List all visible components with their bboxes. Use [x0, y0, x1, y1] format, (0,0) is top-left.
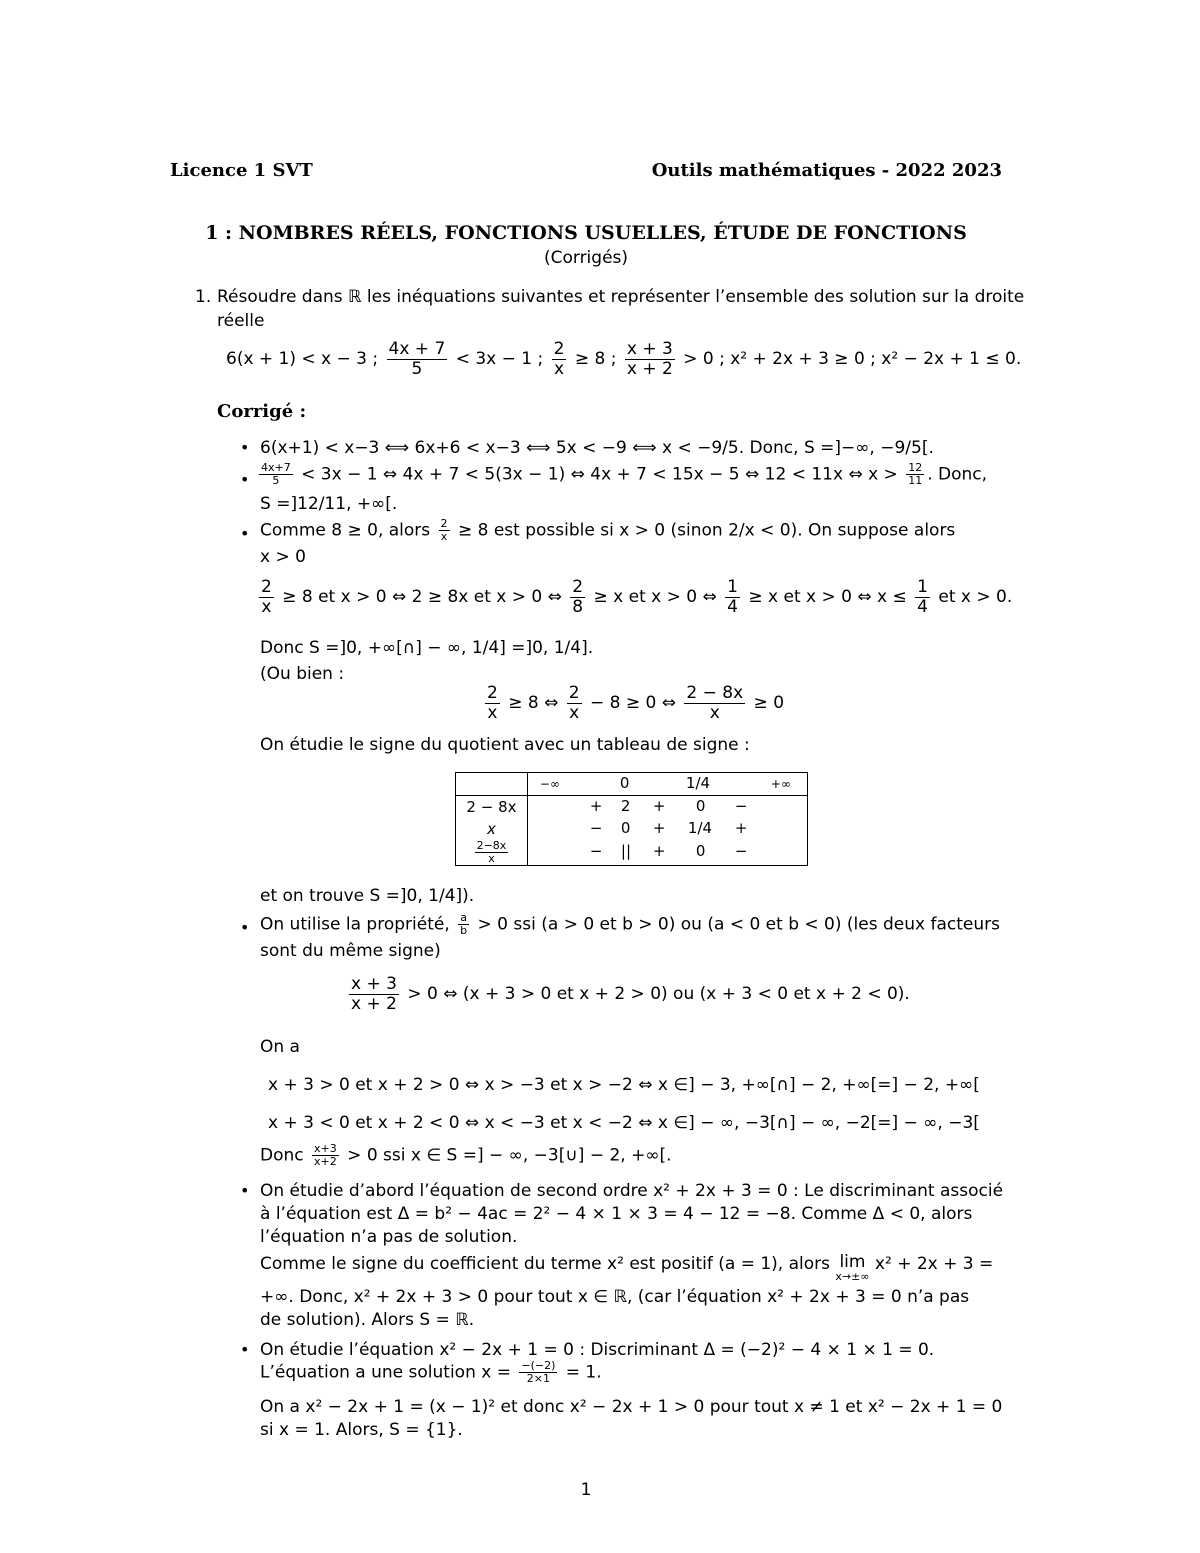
chain-den: 4 [727, 596, 738, 617]
eq-c-den: x [554, 358, 565, 379]
table-cell: + [589, 797, 603, 815]
corrige-label: Corrigé : [217, 401, 307, 422]
bullet5-line1: On étudie d’abord l’équation de second ordre x² + 2x + 3 = 0 : Le discriminant associé [260, 1181, 1004, 1201]
chain-after: et x > 0. [938, 587, 1013, 608]
bullet3-alt [482, 684, 784, 722]
bullet6-line4: si x = 1. Alors, S = {1}. [260, 1420, 463, 1440]
b2-text: < 3x − 1 ⇔ 4x + 7 < 5(3x − 1) ⇔ 4x + 7 < 15x − 5 ⇔ 12 < 11x ⇔ x > [301, 464, 898, 485]
bullet5-line3: l’équation n’a pas de solution. [260, 1227, 518, 1247]
b4-donc-den: x+2 [314, 1155, 337, 1169]
b4-l1b: > 0 ssi (a > 0 et b > 0) ou (a < 0 et b < 0) (les deux facteurs [477, 914, 1000, 935]
eq-d-num: x + 3 [626, 339, 673, 359]
table-header-cell: +∞ [770, 777, 791, 791]
b3-fden: x [440, 530, 448, 544]
eq-d-den: x + 2 [626, 358, 673, 379]
b3-l1b: ≥ 8 est possible si x > 0 (sinon 2/x < 0). On suppose alors [457, 520, 956, 541]
table-row-label [456, 840, 528, 866]
bullet5-line5: +∞. Donc, x² + 2x + 3 > 0 pour tout x ∈ ℝ, (car l’équation x² + 2x + 3 = 0 n’a pas [260, 1287, 970, 1307]
table-row [456, 796, 808, 819]
chain-den: 8 [572, 596, 584, 617]
b6-num: −(−2) [521, 1359, 556, 1372]
b4-donc-b: > 0 ssi x ∈ S =] − ∞, −3[∪] − 2, +∞[. [347, 1145, 672, 1166]
alt-num: 2 [568, 683, 580, 703]
page-title: 1 : NOMBRES RÉELS, FONCTIONS USUELLES, ÉTUDE DE FONCTIONS [205, 222, 967, 244]
chain-after: ≥ x et x > 0 ⇔ x ≤ [748, 587, 907, 608]
table-cell: 2 [620, 797, 631, 815]
bullet3-line2: x > 0 [260, 547, 306, 567]
exercise-statement-line1: Résoudre dans ℝ les inéquations suivantes et représenter l’ensemble des solution sur la droite [217, 287, 1025, 307]
b2-frac-num: 4x+7 [261, 461, 291, 474]
bullet-marker: • [240, 1340, 250, 1359]
b4-donc-num: x+3 [314, 1142, 337, 1155]
bullet3-donc: Donc S =]0, +∞[∩] − ∞, 1/4] =]0, 1/4]. [260, 638, 594, 658]
alt-den: x [569, 702, 580, 723]
table-cell: − [589, 842, 603, 860]
alt-num: 2 [487, 683, 498, 703]
table-row-label: 2 − 8x [456, 796, 528, 819]
table-header-row [456, 773, 808, 796]
bullet4-case1: x + 3 > 0 et x + 2 > 0 ⇔ x > −3 et x > −2 ⇔ x ∈] − 3, +∞[∩] − 2, +∞[=] − 2, +∞[ [268, 1075, 980, 1095]
bullet3-oubien: (Ou bien : [260, 664, 345, 684]
b3-l1a: Comme 8 ≥ 0, alors [260, 520, 431, 541]
eq-c-rest: ≥ 8 ; [574, 349, 617, 370]
bullet-marker: • [240, 470, 250, 489]
table-cell: − [734, 842, 748, 860]
bullet2-line1 [256, 462, 987, 487]
exercise-number: 1. [195, 287, 212, 307]
bullet4-donc [260, 1143, 672, 1168]
table-cell: || [620, 842, 632, 860]
b4-eq-rest: > 0 ⇔ (x + 3 > 0 et x + 2 > 0) ou (x + 3 < 0 et x + 2 < 0). [407, 984, 910, 1005]
table-header-values [527, 773, 807, 796]
bullet4-equation [346, 975, 910, 1013]
exercise-statement-line2: réelle [217, 311, 265, 331]
bullet4-ona: On a [260, 1037, 300, 1057]
b6-l2a: L’équation a une solution x = [260, 1362, 511, 1383]
eq-b-den: 5 [411, 358, 423, 379]
b6-l2b: = 1. [565, 1362, 602, 1383]
table-row-values [527, 840, 807, 866]
bullet3-line1 [260, 518, 955, 543]
chain-after: ≥ x et x > 0 ⇔ [593, 587, 717, 608]
bullet4-line1 [260, 912, 1000, 937]
chain-after: ≥ 8 et x > 0 ⇔ 2 ≥ 8x et x > 0 ⇔ [282, 587, 562, 608]
bullet-marker: • [240, 524, 250, 543]
b2-frac2-den: 11 [908, 474, 923, 488]
table-cell: 0 [695, 842, 706, 860]
bullet6-line2 [260, 1360, 602, 1385]
bullet-marker: • [240, 1181, 250, 1200]
exercise-equations [226, 340, 1021, 378]
chain-num: 2 [261, 577, 272, 597]
b6-den: 2×1 [526, 1372, 550, 1386]
b4-eq-num: x + 3 [351, 974, 397, 994]
b5-l4a: Comme le signe du coefficient du terme x² est positif (a = 1), alors [260, 1254, 830, 1274]
sign-table [455, 772, 808, 866]
b5-lim: lim [839, 1252, 866, 1272]
table-label-den: x [488, 852, 495, 866]
table-label-num: 2−8x [476, 839, 507, 852]
b2-end: . Donc, [927, 464, 988, 485]
table-cell: 0 [695, 797, 706, 815]
table-cell: − [734, 797, 748, 815]
b4-donc-a: Donc [260, 1145, 304, 1166]
chain-den: x [261, 596, 272, 617]
table-header-cell: 0 [619, 774, 630, 792]
alt-den: x [709, 702, 720, 723]
bullet2-line2: S =]12/11, +∞[. [260, 494, 398, 514]
b3-fnum: 2 [440, 517, 448, 530]
table-header-cell: 1/4 [685, 774, 711, 792]
eq-b-rest: < 3x − 1 ; [455, 349, 544, 370]
b4-fden: b [460, 924, 468, 938]
table-row [456, 840, 808, 866]
bullet-marker: • [240, 438, 250, 457]
b4-fnum: a [458, 912, 469, 925]
table-cell: + [734, 819, 748, 837]
chain-den: 4 [917, 596, 928, 617]
bullet1-text: 6(x+1) < x−3 ⟺ 6x+6 < x−3 ⟺ 5x < −9 ⟺ x < −9/5. Donc, S =]−∞, −9/5[. [260, 438, 934, 458]
table-row-values [527, 818, 807, 840]
alt-after: − 8 ≥ 0 ⇔ [590, 693, 676, 714]
header-right: Outils mathématiques - 2022 2023 [651, 160, 1002, 181]
eq-d-rest: > 0 ; x² + 2x + 3 ≥ 0 ; x² − 2x + 1 ≤ 0. [683, 349, 1022, 370]
table-cell: + [652, 797, 666, 815]
table-cell: + [652, 842, 666, 860]
table-corner [456, 773, 528, 796]
bullet6-line3: On a x² − 2x + 1 = (x − 1)² et donc x² − 2x + 1 > 0 pour tout x ≠ 1 et x² − 2x + 1 = 0 [260, 1397, 1003, 1417]
chain-num: 2 [572, 577, 584, 597]
table-cell: 1/4 [687, 819, 713, 837]
bullet3-trouve: et on trouve S =]0, 1/4]). [260, 886, 475, 906]
bullet3-chain [256, 578, 1012, 616]
b2-frac-den: 5 [272, 474, 280, 488]
eq-b-num: 4x + 7 [388, 339, 446, 359]
page-number: 1 [580, 1480, 592, 1500]
alt-num: 2 − 8x [686, 683, 744, 703]
alt-den: x [487, 702, 498, 723]
bullet3-tableau-intro: On étudie le signe du quotient avec un tableau de signe : [260, 735, 750, 755]
bullet5-line6: de solution). Alors S = ℝ. [260, 1310, 475, 1330]
bullet5-line4 [260, 1254, 993, 1282]
table-cell: − [589, 819, 603, 837]
table-row-values [527, 796, 807, 819]
table-row [456, 818, 808, 840]
bullet5-line2: à l’équation est Δ = b² − 4ac = 2² − 4 × 1 × 3 = 4 − 12 = −8. Comme Δ < 0, alors [260, 1204, 973, 1224]
alt-after: ≥ 0 [753, 693, 785, 714]
eq-c-num: 2 [553, 339, 565, 359]
b4-l1a: On utilise la propriété, [260, 914, 450, 935]
b2-frac2-num: 12 [908, 461, 923, 474]
b5-l4b: x² + 2x + 3 = [874, 1254, 994, 1274]
table-cell: + [652, 819, 666, 837]
b5-limit [835, 1254, 869, 1282]
chain-num: 1 [917, 577, 928, 597]
b4-eq-den: x + 2 [351, 993, 397, 1014]
page-subtitle: (Corrigés) [543, 248, 629, 268]
eq-a: 6(x + 1) < x − 3 ; [226, 349, 379, 370]
bullet6-line1: On étudie l’équation x² − 2x + 1 = 0 : Discriminant Δ = (−2)² − 4 × 1 × 1 = 0. [260, 1340, 935, 1360]
alt-after: ≥ 8 ⇔ [508, 693, 559, 714]
header-left: Licence 1 SVT [170, 160, 313, 181]
bullet-marker: • [240, 918, 250, 937]
chain-num: 1 [727, 577, 738, 597]
table-row-label: x [456, 818, 528, 840]
bullet4-case2: x + 3 < 0 et x + 2 < 0 ⇔ x < −3 et x < −2 ⇔ x ∈] − ∞, −3[∩] − ∞, −2[=] − ∞, −3[ [268, 1113, 980, 1133]
bullet4-line2: sont du même signe) [260, 941, 441, 961]
table-cell: 0 [620, 819, 631, 837]
b5-lim-sub: x→±∞ [835, 1270, 870, 1283]
table-header-cell: −∞ [539, 777, 560, 791]
